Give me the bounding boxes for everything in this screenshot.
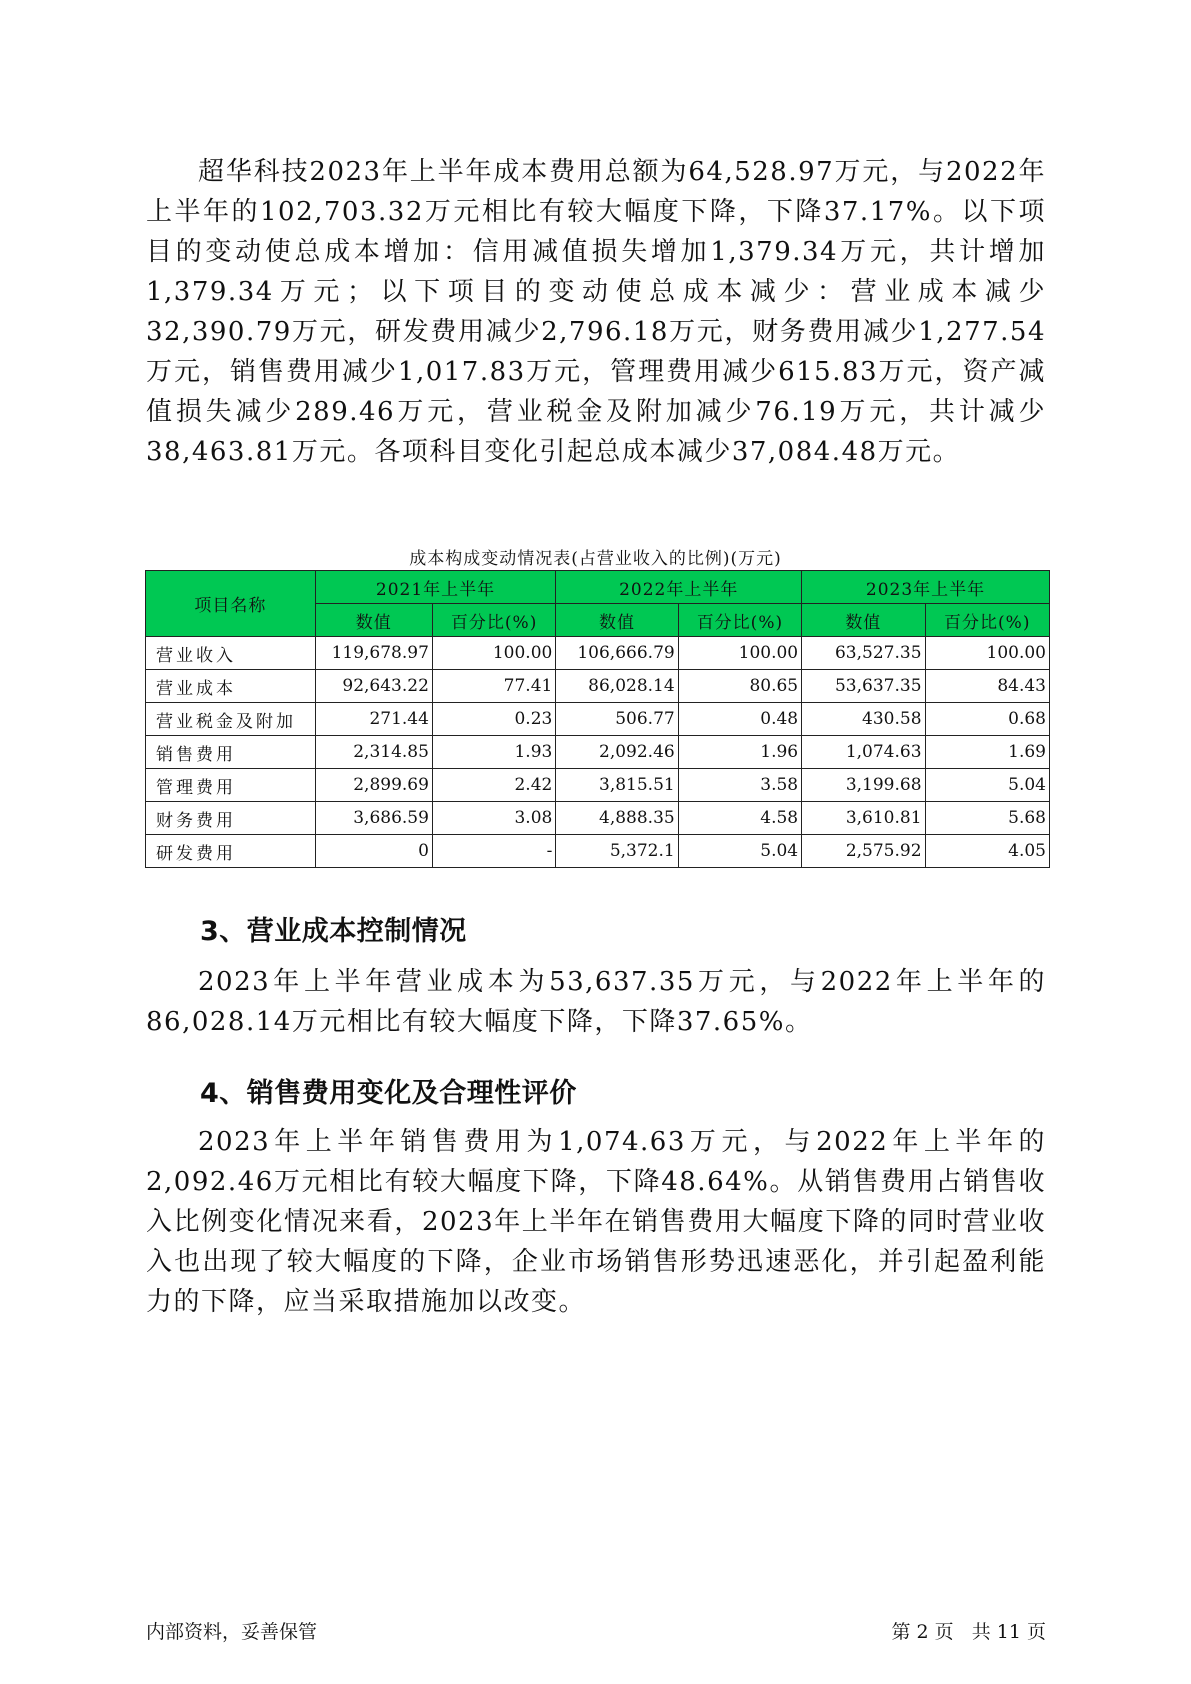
percent-cell: 80.65 xyxy=(678,670,801,703)
header-period: 2022年上半年 xyxy=(556,571,802,604)
value-cell: 2,092.46 xyxy=(556,736,678,769)
value-cell: 3,199.68 xyxy=(802,769,925,802)
header-percent: 百分比(%) xyxy=(678,604,801,637)
value-cell: 3,610.81 xyxy=(802,802,925,835)
row-label: 销售费用 xyxy=(146,736,316,769)
header-period: 2023年上半年 xyxy=(802,571,1050,604)
value-cell: 506.77 xyxy=(556,703,678,736)
row-label: 研发费用 xyxy=(146,835,316,868)
percent-cell: 1.69 xyxy=(925,736,1049,769)
table-row xyxy=(146,802,1050,835)
percent-cell: 5.68 xyxy=(925,802,1049,835)
footer-confidential-note: 内部资料，妥善保管 xyxy=(146,1621,318,1643)
percent-cell: 5.04 xyxy=(678,835,801,868)
percent-cell: 3.58 xyxy=(678,769,801,802)
percent-cell: 0.23 xyxy=(432,703,555,736)
table-row xyxy=(146,670,1050,703)
value-cell: 1,074.63 xyxy=(802,736,925,769)
value-cell: 2,575.92 xyxy=(802,835,925,868)
percent-cell: 77.41 xyxy=(432,670,555,703)
table-row xyxy=(146,736,1050,769)
value-cell: 53,637.35 xyxy=(802,670,925,703)
percent-cell: 100.00 xyxy=(925,637,1049,670)
value-cell: 0 xyxy=(315,835,432,868)
table-caption: 成本构成变动情况表(占营业收入的比例)(万元) xyxy=(409,549,782,569)
row-label: 管理费用 xyxy=(146,769,316,802)
percent-cell: 0.68 xyxy=(925,703,1049,736)
percent-cell: 2.42 xyxy=(432,769,555,802)
cost-structure-table xyxy=(145,570,1050,868)
percent-cell: 100.00 xyxy=(678,637,801,670)
footer-page-number: 第 2 页 共 11 页 xyxy=(891,1621,1046,1643)
value-cell: 92,643.22 xyxy=(315,670,432,703)
value-cell: 430.58 xyxy=(802,703,925,736)
value-cell: 3,686.59 xyxy=(315,802,432,835)
intro-paragraph: 超华科技2023年上半年成本费用总额为64,528.97万元，与2022年上半年的102,703.32万元相比有较大幅度下降，下降37.17%。以下项目的变动使总成本增加：信用减值损失增加1,379.34万元，共计增加1,379.34万元；以下项目的变动使总成本减少：营业成本减少32,390.79万元，研发费用减少2,796.18万元，财务费用减少1,277.54万元，销售费用减少1,017.83万元，管理费用减少615.83万元，资产减值损失减少289.46万元，营业税金及附加减少76.19万元，共计减少38,463.81万元。各项科目变化引起总成本减少37,084.48万元。 xyxy=(146,157,1046,467)
row-label: 营业收入 xyxy=(146,637,316,670)
header-item-name: 项目名称 xyxy=(146,571,316,637)
value-cell: 2,314.85 xyxy=(315,736,432,769)
value-cell: 4,888.35 xyxy=(556,802,678,835)
table-row xyxy=(146,703,1050,736)
row-label: 营业税金及附加 xyxy=(146,703,316,736)
header-percent: 百分比(%) xyxy=(432,604,555,637)
percent-cell: 4.05 xyxy=(925,835,1049,868)
value-cell: 119,678.97 xyxy=(315,637,432,670)
value-cell: 86,028.14 xyxy=(556,670,678,703)
value-cell: 3,815.51 xyxy=(556,769,678,802)
row-label: 营业成本 xyxy=(146,670,316,703)
percent-cell: 84.43 xyxy=(925,670,1049,703)
header-value: 数值 xyxy=(315,604,432,637)
section-heading-cost-control: 3、营业成本控制情况 xyxy=(200,916,467,947)
table-row xyxy=(146,769,1050,802)
percent-cell: 100.00 xyxy=(432,637,555,670)
value-cell: 5,372.1 xyxy=(556,835,678,868)
value-cell: 2,899.69 xyxy=(315,769,432,802)
row-label: 财务费用 xyxy=(146,802,316,835)
header-value: 数值 xyxy=(556,604,678,637)
header-percent: 百分比(%) xyxy=(925,604,1049,637)
percent-cell: 1.96 xyxy=(678,736,801,769)
percent-cell: - xyxy=(432,835,555,868)
percent-cell: 1.93 xyxy=(432,736,555,769)
value-cell: 271.44 xyxy=(315,703,432,736)
percent-cell: 3.08 xyxy=(432,802,555,835)
sales-expense-paragraph: 2023年上半年销售费用为1,074.63万元，与2022年上半年的2,092.46万元相比有较大幅度下降，下降48.64%。从销售费用占销售收入比例变化情况来看，2023年上半年在销售费用大幅度下降的同时营业收入也出现了较大幅度的下降，企业市场销售形势迅速恶化，并引起盈利能力的下降，应当采取措施加以改变。 xyxy=(146,1127,1046,1317)
header-period: 2021年上半年 xyxy=(315,571,556,604)
percent-cell: 0.48 xyxy=(678,703,801,736)
table-row xyxy=(146,637,1050,670)
section-heading-sales-expense: 4、销售费用变化及合理性评价 xyxy=(200,1078,577,1109)
header-value: 数值 xyxy=(802,604,925,637)
percent-cell: 5.04 xyxy=(925,769,1049,802)
table-row xyxy=(146,835,1050,868)
cost-control-paragraph: 2023年上半年营业成本为53,637.35万元，与2022年上半年的86,028.14万元相比有较大幅度下降，下降37.65%。 xyxy=(146,967,1046,1037)
value-cell: 106,666.79 xyxy=(556,637,678,670)
percent-cell: 4.58 xyxy=(678,802,801,835)
value-cell: 63,527.35 xyxy=(802,637,925,670)
